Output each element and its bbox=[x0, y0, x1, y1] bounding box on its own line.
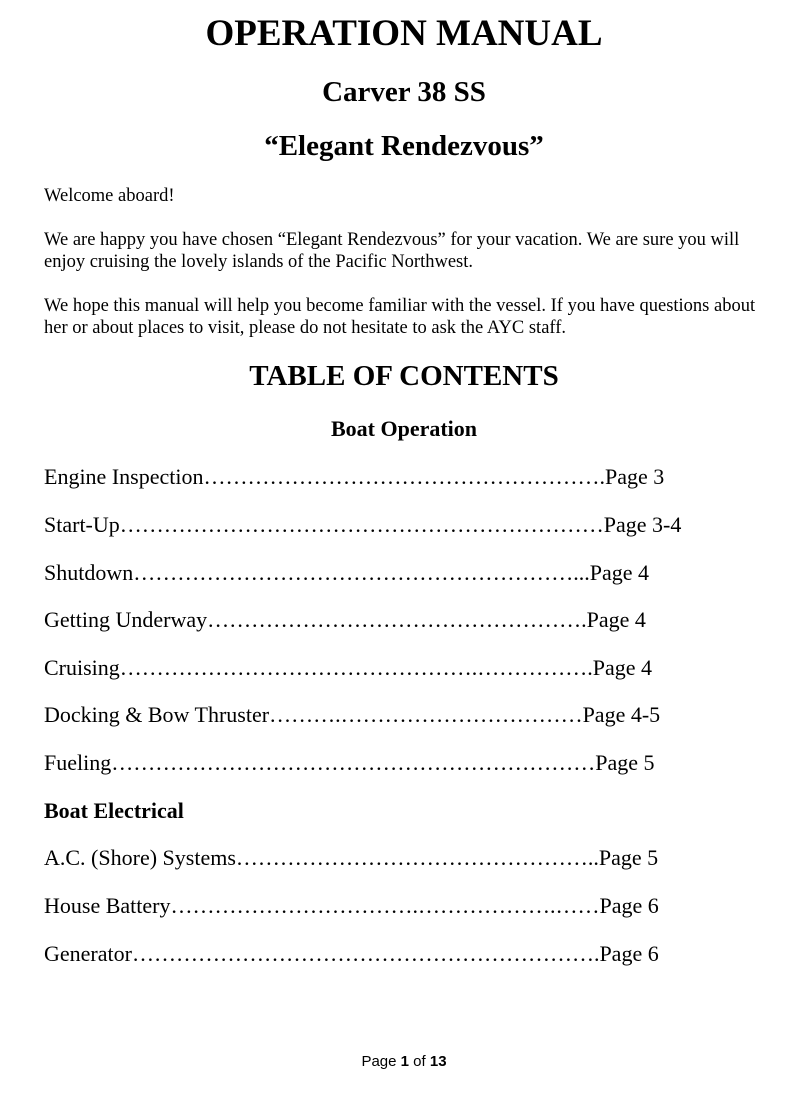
boat-model-subtitle: Carver 38 SS bbox=[322, 76, 486, 108]
footer-page-label: Page bbox=[361, 1053, 397, 1070]
toc-entry-start-up: Start-Up…………………………………………………………Page 3-4 bbox=[44, 512, 682, 537]
toc-entry-cruising: Cruising………………………………………….…………….Page 4 bbox=[44, 655, 653, 680]
page-footer bbox=[0, 1052, 808, 1072]
toc-entry-shutdown: Shutdown……………………………………………………...Page 4 bbox=[44, 560, 649, 585]
toc-entry-docking-bow-thruster: Docking & Bow Thruster……….……………………………Page 4-5 bbox=[44, 702, 661, 727]
toc-entry-generator: Generator……………………………………………………….Page 6 bbox=[44, 941, 659, 966]
help-paragraph: We hope this manual will help you become familiar with the vessel. If you have questions about her or about places to visit, please do not hesitate to ask the AYC staff. bbox=[44, 296, 756, 338]
toc-section-boat-operation: Boat Operation bbox=[330, 416, 478, 441]
toc-entry-ac-shore-systems: A.C. (Shore) Systems…………………………………………..Page 5 bbox=[44, 845, 659, 870]
toc-entry-engine-inspection: Engine Inspection……………………………………………….Page 3 bbox=[44, 464, 665, 489]
toc-heading: TABLE OF CONTENTS bbox=[249, 360, 559, 392]
toc-entry-house-battery: House Battery…………………………….……………….……Page 6 bbox=[44, 893, 659, 918]
toc-entry-fueling: Fueling…………………………………………………………Page 5 bbox=[44, 750, 655, 775]
footer-total-pages: 13 bbox=[429, 1053, 447, 1070]
manual-title: OPERATION MANUAL bbox=[205, 13, 603, 54]
footer-of-label: of bbox=[413, 1053, 426, 1070]
welcome-text: Welcome aboard! bbox=[44, 186, 175, 206]
intro-paragraph: We are happy you have chosen “Elegant Rendezvous” for your vacation. We are sure you will enjoy cruising the lovely islands of the Pacific Northwest. bbox=[44, 230, 740, 272]
vessel-name-title: “Elegant Rendezvous” bbox=[264, 130, 544, 162]
footer-current-page: 1 bbox=[400, 1053, 409, 1070]
toc-section-boat-electrical: Boat Electrical bbox=[44, 798, 184, 823]
toc-entry-getting-underway: Getting Underway…………………………………………….Page 4 bbox=[44, 607, 646, 632]
